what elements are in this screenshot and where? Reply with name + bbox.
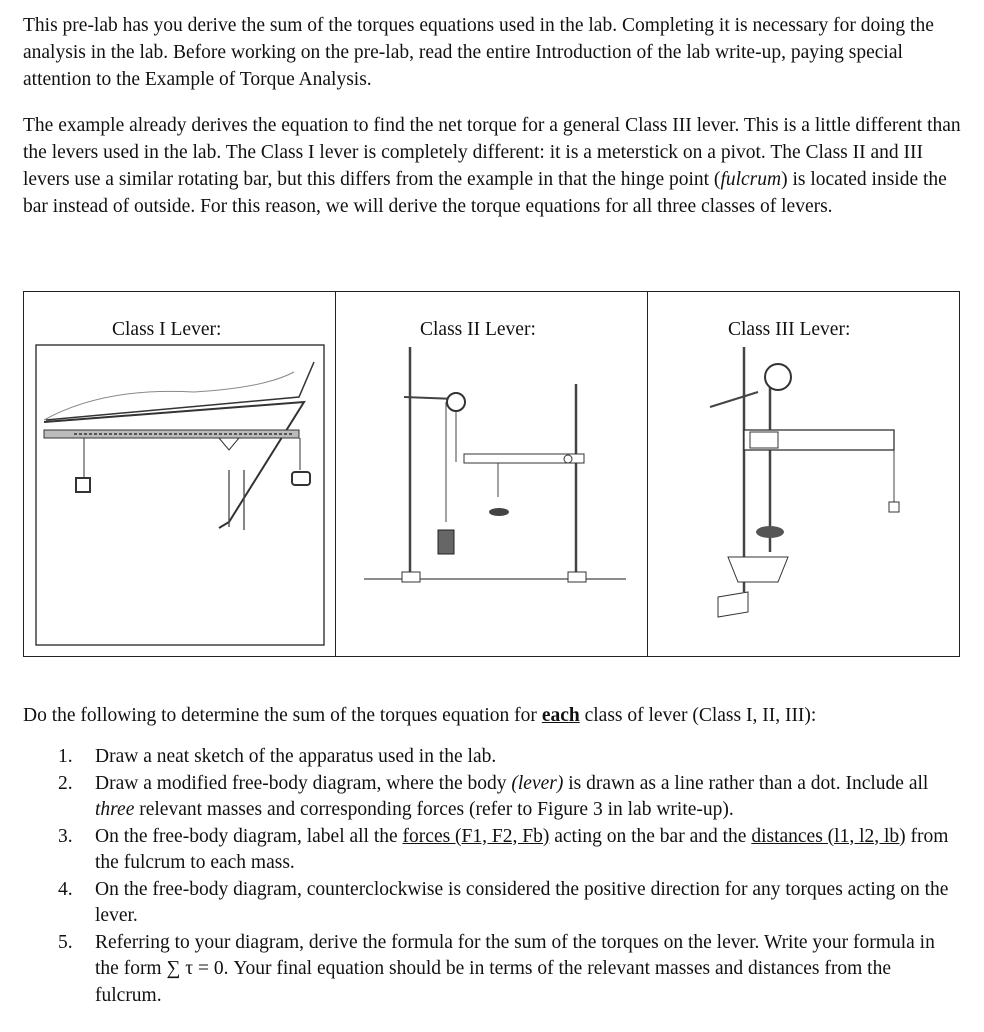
step-5 [23, 930, 953, 1010]
intro-p2-part-b: ) is located inside the bar instead of outside. For this reason, we will derive the torque equations for all three classes of levers. [23, 169, 947, 217]
step-1 [23, 744, 953, 771]
class2-cell [336, 292, 648, 657]
step-1-number: 1. [58, 746, 73, 767]
step-4 [23, 877, 953, 930]
class2-lever-illustration [336, 292, 647, 656]
step-2-number: 2. [58, 772, 73, 794]
step-3-forces: forces (F1, F2, Fb) [402, 825, 550, 847]
step-2-part-c: relevant masses and corresponding forces (refer to Figure 3 in lab write-up). [134, 799, 734, 820]
step-3-part-c: from the fulcrum to each mass. [95, 825, 949, 873]
step-3-number: 3. [58, 825, 73, 847]
class3-lever-illustration [648, 292, 959, 656]
step-3-distances: distances (l1, l2, lb) [751, 825, 906, 847]
step-3-part-a: On the free-body diagram, label all the [95, 825, 403, 847]
intro-p2-part-a: The example already derives the equation to find the net torque for a general Class III lever. This is a little different than the levers used in the lab. The Class I lever is completely different: it is a meterstick on a pivot. The Class II and III levers use a similar rotating bar, but this differs from the example in that the hinge point ( [23, 115, 961, 190]
class3-caption: Class III Lever: [728, 319, 851, 340]
class1-caption: Class I Lever: [112, 319, 222, 340]
class1-cell [24, 292, 336, 657]
step-4-number: 4. [58, 878, 73, 900]
steps-list [23, 744, 953, 1009]
fulcrum-term: fulcrum [720, 169, 782, 190]
class3-cell [648, 292, 960, 657]
instructions-lead-b: class of lever (Class I, II, III): [579, 705, 817, 726]
step-2-part-a: Draw a modified free-body diagram, where the body [95, 772, 512, 794]
lever-figures-table [23, 291, 960, 657]
each-emphasis: each [541, 705, 580, 726]
class1-lever-illustration [24, 292, 335, 656]
step-2-emphasis-lever: (lever) [511, 772, 564, 794]
step-2 [23, 771, 953, 824]
instructions-lead [23, 702, 963, 729]
class2-caption: Class II Lever: [420, 319, 536, 340]
sum-torques-formula: ∑ τ = 0 [166, 958, 224, 979]
step-4-text: On the free-body diagram, counterclockwise is considered the positive direction for any torques acting on the lever. [95, 878, 949, 926]
step-5-number: 5. [58, 931, 73, 953]
step-2-emphasis-three: three [95, 799, 135, 820]
step-3-part-b: acting on the bar and the [549, 825, 752, 847]
step-2-part-b: is drawn as a line rather than a dot. Include all [563, 772, 929, 794]
intro-paragraph-2 [23, 112, 963, 220]
intro-paragraph-1: This pre-lab has you derive the sum of the torques equations used in the lab. Completing it is necessary for doing the analysis in the lab. Before working on the pre-lab, read the entire Introduction of the lab write-up, paying special attention to the Example of Torque Analysis. [23, 15, 934, 90]
step-5-part-b: . Your final equation should be in terms of the relevant masses and distances from the fulcrum. [95, 958, 891, 1006]
step-1-text: Draw a neat sketch of the apparatus used in the lab. [95, 746, 497, 767]
step-5-part-a: Referring to your diagram, derive the formula for the sum of the torques on the lever. Write your formula in the form [95, 931, 935, 979]
step-3 [23, 824, 953, 877]
instructions-lead-a: Do the following to determine the sum of the torques equation for [23, 705, 542, 726]
